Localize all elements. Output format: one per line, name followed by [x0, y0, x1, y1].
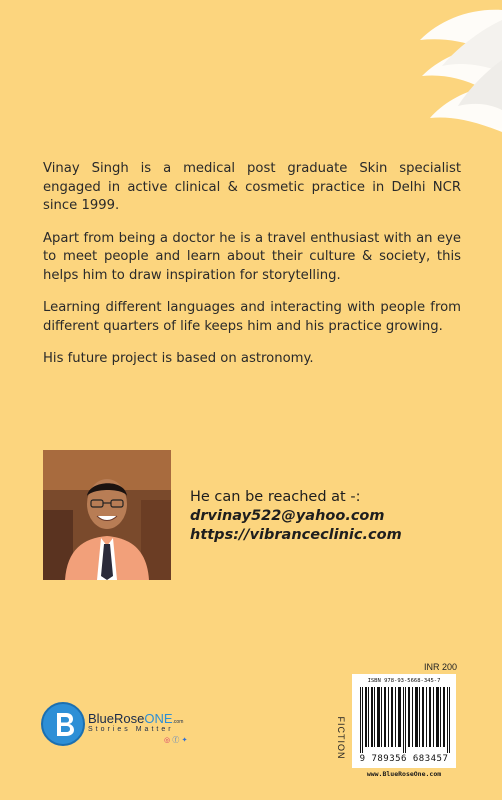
- instagram-icon[interactable]: ◎: [164, 736, 171, 744]
- publisher-website[interactable]: www.BlueRoseOne.com: [366, 770, 442, 778]
- bio-paragraph: Apart from being a doctor he is a travel enthusiast with an eye to meet people and learn about their culture & society, this helps him to draw inspiration for storytelling.: [43, 230, 461, 283]
- barcode-bars: [360, 687, 450, 753]
- contact-intro: He can be reached at -:: [190, 489, 361, 505]
- publisher-tagline: Stories Matter: [88, 726, 174, 733]
- website-link[interactable]: https://vibranceclinic.com: [190, 527, 402, 543]
- facebook-icon[interactable]: ⓕ: [172, 736, 180, 744]
- isbn-digits: 9 789356 683457: [359, 754, 449, 764]
- isbn-label: ISBN 978-93-5668-345-7: [367, 678, 441, 684]
- bio-paragraph: Vinay Singh is a medical post graduate Skin specialist engaged in active clinical & cosmetic practice in Delhi NCR since 1999.: [43, 161, 461, 213]
- price-label: INR 200: [424, 662, 458, 672]
- bluerose-logo-icon: [40, 701, 86, 747]
- angel-wings-illustration: [330, 0, 502, 150]
- social-icons: [164, 735, 187, 745]
- publisher-name: BlueRoseONE.com: [88, 711, 184, 726]
- author-bio: [43, 160, 461, 383]
- author-photo: [43, 450, 171, 580]
- publisher-logo: [40, 701, 240, 749]
- contact-block: [190, 488, 402, 545]
- twitter-icon[interactable]: ✦: [181, 736, 188, 744]
- bio-paragraph: His future project is based on astronomy.: [43, 351, 314, 366]
- email-link[interactable]: drvinay522@yahoo.com: [190, 508, 385, 524]
- genre-label: FICTION: [336, 716, 346, 760]
- bio-paragraph: Learning different languages and interacting with people from different quarters of life keeps him and his practice growing.: [43, 300, 461, 334]
- isbn-barcode: [352, 674, 456, 768]
